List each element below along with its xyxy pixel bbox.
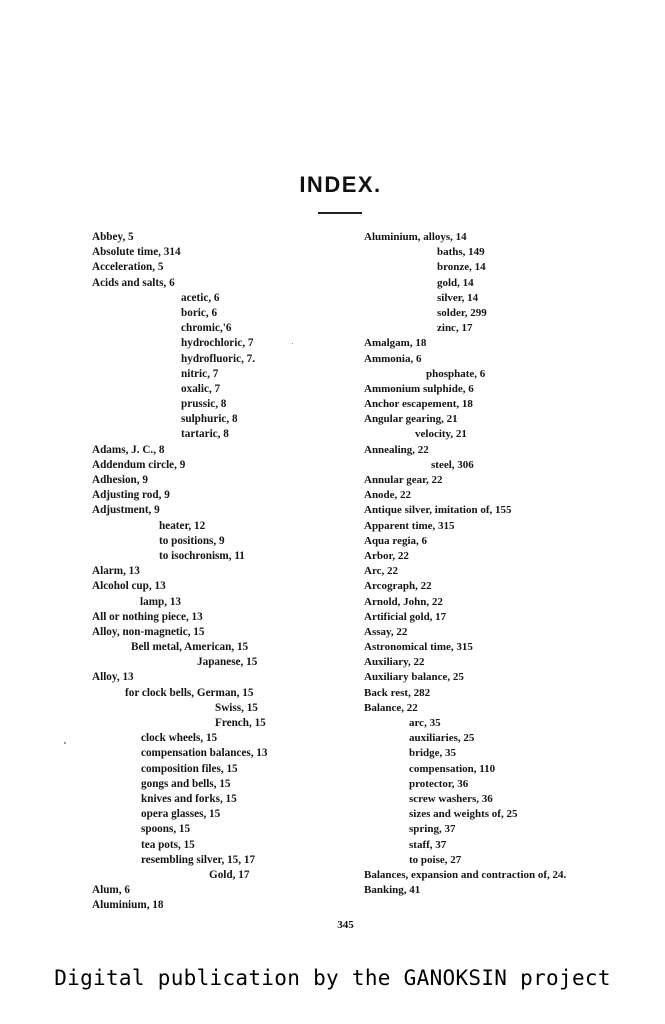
index-entry: Adhesion, 9 [92,474,148,486]
index-entry: Astronomical time, 315 [364,641,473,654]
index-entry: Acceleration, 5 [92,261,164,274]
index-subentry: gongs and bells, 15 [141,777,231,790]
index-subentry: French, 15 [215,717,266,729]
index-subentry: chromic,'6 [181,322,232,335]
index-subentry: knives and forks, 15 [141,792,237,805]
index-entry: Angular gearing, 21 [364,413,458,426]
index-subentry: gold, 14 [437,276,474,289]
index-entry: Auxiliary, 22 [364,656,425,669]
index-subentry: acetic, 6 [181,291,220,304]
index-entry: Ammonia, 6 [364,352,422,365]
index-entry: Adjusting rod, 9 [92,489,170,502]
index-subentry: to isochronism, 11 [159,549,245,562]
page-title: INDEX. [299,172,382,197]
index-entry: All or nothing piece, 13 [92,610,203,623]
index-entry: Auxiliary balance, 25 [364,671,464,684]
index-entry: Acids and salts, 6 [92,276,175,289]
footer-credit: Digital publication by the GANOKSIN project [54,966,611,990]
index-entry: Annular gear, 22 [364,474,443,486]
index-subentry: Swiss, 15 [215,701,258,714]
index-subentry: velocity, 21 [415,428,467,441]
index-entry: Balances, expansion and contraction of, 24. [364,868,567,881]
index-subentry: spring, 37 [409,823,456,836]
index-subentry: compensation balances, 13 [141,747,268,760]
title-rule [318,212,362,214]
index-subentry: hydrochloric, 7 [181,337,254,350]
index-subentry: resembling silver, 15, 17 [141,853,256,866]
index-subentry: heater, 12 [159,519,206,532]
index-entry: Anode, 22 [364,489,412,502]
index-subentry: Japanese, 15 [197,656,258,669]
index-subentry: solder, 299 [437,306,487,319]
index-entry: Arbor, 22 [364,549,409,562]
index-entry: Aluminium, 18 [92,899,164,912]
index-subentry: for clock bells, German, 15 [125,686,254,699]
index-subentry: tartaric, 8 [181,428,229,441]
index-subentry: arc, 35 [409,717,441,729]
index-entry: Annealing, 22 [364,443,429,456]
index-entry: Ammonium sulphide, 6 [364,382,474,395]
index-entry: Arc, 22 [364,565,399,578]
index-subentry: oxalic, 7 [181,382,221,395]
index-entry: Alloy, non-magnetic, 15 [92,625,205,638]
index-subentry: clock wheels, 15 [141,732,218,745]
index-entry: Balance, 22 [364,701,418,714]
index-subentry: Gold, 17 [209,868,250,881]
index-entry: Addendum circle, 9 [92,458,186,471]
index-subentry: Bell metal, American, 15 [131,641,249,654]
index-entry: Aqua regia, 6 [364,534,428,547]
index-subentry: auxiliaries, 25 [409,732,475,745]
index-subentry: protector, 36 [409,777,469,790]
index-entry: Alloy, 13 [92,671,134,684]
index-entry: Adams, J. C., 8 [92,443,165,456]
index-subentry: silver, 14 [437,291,479,304]
index-entry: Adjustment, 9 [92,504,160,517]
index-subentry: staff, 37 [409,838,447,851]
index-subentry: to positions, 9 [159,534,225,547]
index-subentry: spoons, 15 [141,823,191,836]
index-subentry: tea pots, 15 [141,838,195,851]
index-subentry: phosphate, 6 [426,367,486,380]
index-subentry: composition files, 15 [141,762,238,775]
index-entry: Alum, 6 [92,884,130,897]
index-entry: Alcohol cup, 13 [92,580,166,593]
index-column-right [364,230,614,898]
index-entry: Aluminium, alloys, 14 [364,231,467,243]
index-subentry: steel, 306 [431,458,474,471]
index-entry: Anchor escapement, 18 [364,398,473,411]
index-subentry: bridge, 35 [409,747,457,760]
index-entry: Arnold, John, 22 [364,595,443,608]
index-entry: Banking, 41 [364,884,421,897]
index-entry: Alarm, 13 [92,565,140,578]
scan-speck [64,742,66,744]
index-subentry: bronze, 14 [437,261,486,274]
index-subentry: nitric, 7 [181,367,219,380]
index-subentry: lamp, 13 [140,595,182,608]
index-entry: Absolute time, 314 [92,246,181,259]
index-entry: Arcograph, 22 [364,580,432,593]
index-entry: Amalgam, 18 [364,337,427,350]
index-entry: Assay, 22 [364,625,408,638]
index-subentry: screw washers, 36 [409,792,493,805]
index-subentry: zinc, 17 [437,322,473,335]
index-subentry: hydrofluoric, 7. [181,352,256,365]
index-subentry: boric, 6 [181,306,218,319]
index-entry: Back rest, 282 [364,686,431,699]
index-subentry: opera glasses, 15 [141,808,221,821]
index-subentry: baths, 149 [437,246,485,259]
index-column-left [92,230,342,913]
page-number: 345 [337,919,354,931]
index-entry: Antique silver, imitation of, 155 [364,504,512,517]
index-subentry: to poise, 27 [409,853,462,866]
index-entry: Artificial gold, 17 [364,610,447,623]
index-subentry: sulphuric, 8 [181,413,238,426]
index-subentry: prussic, 8 [181,398,227,411]
index-subentry: sizes and weights of, 25 [409,808,518,821]
index-subentry: compensation, 110 [409,762,496,775]
index-entry: Apparent time, 315 [364,519,455,532]
scan-speck [292,343,293,344]
index-entry: Abbey, 5 [92,231,134,243]
